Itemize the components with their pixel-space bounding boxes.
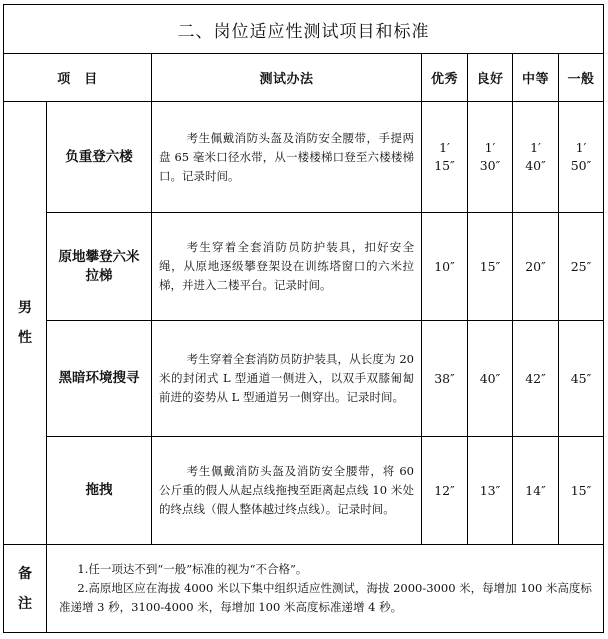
row-3-project: 黑暗环境搜寻 <box>46 320 152 437</box>
group-label-male: 男 性 <box>3 101 47 545</box>
row-4-score-good: 13″ <box>467 436 513 545</box>
notes-content <box>46 544 604 633</box>
row-3-score-medium: 42″ <box>512 320 559 437</box>
row-3-score-average: 45″ <box>558 320 604 437</box>
row-1-score-good: 1′ 30″ <box>467 101 513 213</box>
row-3-score-good: 40″ <box>467 320 513 437</box>
row-1-project: 负重登六楼 <box>46 101 152 213</box>
row-2-score-medium: 20″ <box>512 212 559 321</box>
header-project: 项 目 <box>3 53 152 102</box>
row-1-score-average: 1′ 50″ <box>558 101 604 213</box>
row-3-method: 考生穿着全套消防员防护装具，从长度为 20 米的封闭式 L 型通道一侧进入，以双手双膝匍匐前进的姿势从 L 型通道另一侧穿出。记录时间。 <box>151 320 422 437</box>
row-4-score-medium: 14″ <box>512 436 559 545</box>
note-1: 1.任一项达不到“一般”标准的视为“不合格”。 <box>77 562 308 576</box>
header-method: 测试办法 <box>151 53 422 102</box>
row-4-method: 考生佩戴消防头盔及消防安全腰带，将 60 公斤重的假人从起点线拖拽至距离起点线 10 米处的终点线（假人整体越过终点线）。记录时间。 <box>151 436 422 545</box>
standards-table <box>3 4 604 633</box>
row-4-score-average: 15″ <box>558 436 604 545</box>
row-1-score-excellent: 1′ 15″ <box>421 101 468 213</box>
row-4-score-excellent: 12″ <box>421 436 468 545</box>
notes-label: 备 注 <box>3 544 47 633</box>
table-title: 二、岗位适应性测试项目和标准 <box>3 4 604 54</box>
row-2-score-average: 25″ <box>558 212 604 321</box>
note-2: 2.高原地区应在海拔 4000 米以下集中组织适应性测试，海拔 2000-3000 米，每增加 100 米高度标准递增 3 秒，3100-4000 米，每增加 100 米高度标准递增 4 秒。 <box>59 581 592 614</box>
row-2-method: 考生穿着全套消防员防护装具，扣好安全绳，从原地逐级攀登架设在训练塔窗口的六米拉梯，并进入二楼平台。记录时间。 <box>151 212 422 321</box>
row-3-score-excellent: 38″ <box>421 320 468 437</box>
row-2-score-good: 15″ <box>467 212 513 321</box>
row-2-score-excellent: 10″ <box>421 212 468 321</box>
header-grade-average: 一般 <box>558 53 604 102</box>
row-1-method: 考生佩戴消防头盔及消防安全腰带，手提两盘 65 毫米口径水带，从一楼楼梯口登至六楼楼梯口。记录时间。 <box>151 101 422 213</box>
row-2-project: 原地攀登六米拉梯 <box>46 212 152 321</box>
header-grade-excellent: 优秀 <box>421 53 468 102</box>
header-grade-medium: 中等 <box>512 53 559 102</box>
row-4-project: 拖拽 <box>46 436 152 545</box>
row-1-score-medium: 1′ 40″ <box>512 101 559 213</box>
header-grade-good: 良好 <box>467 53 513 102</box>
